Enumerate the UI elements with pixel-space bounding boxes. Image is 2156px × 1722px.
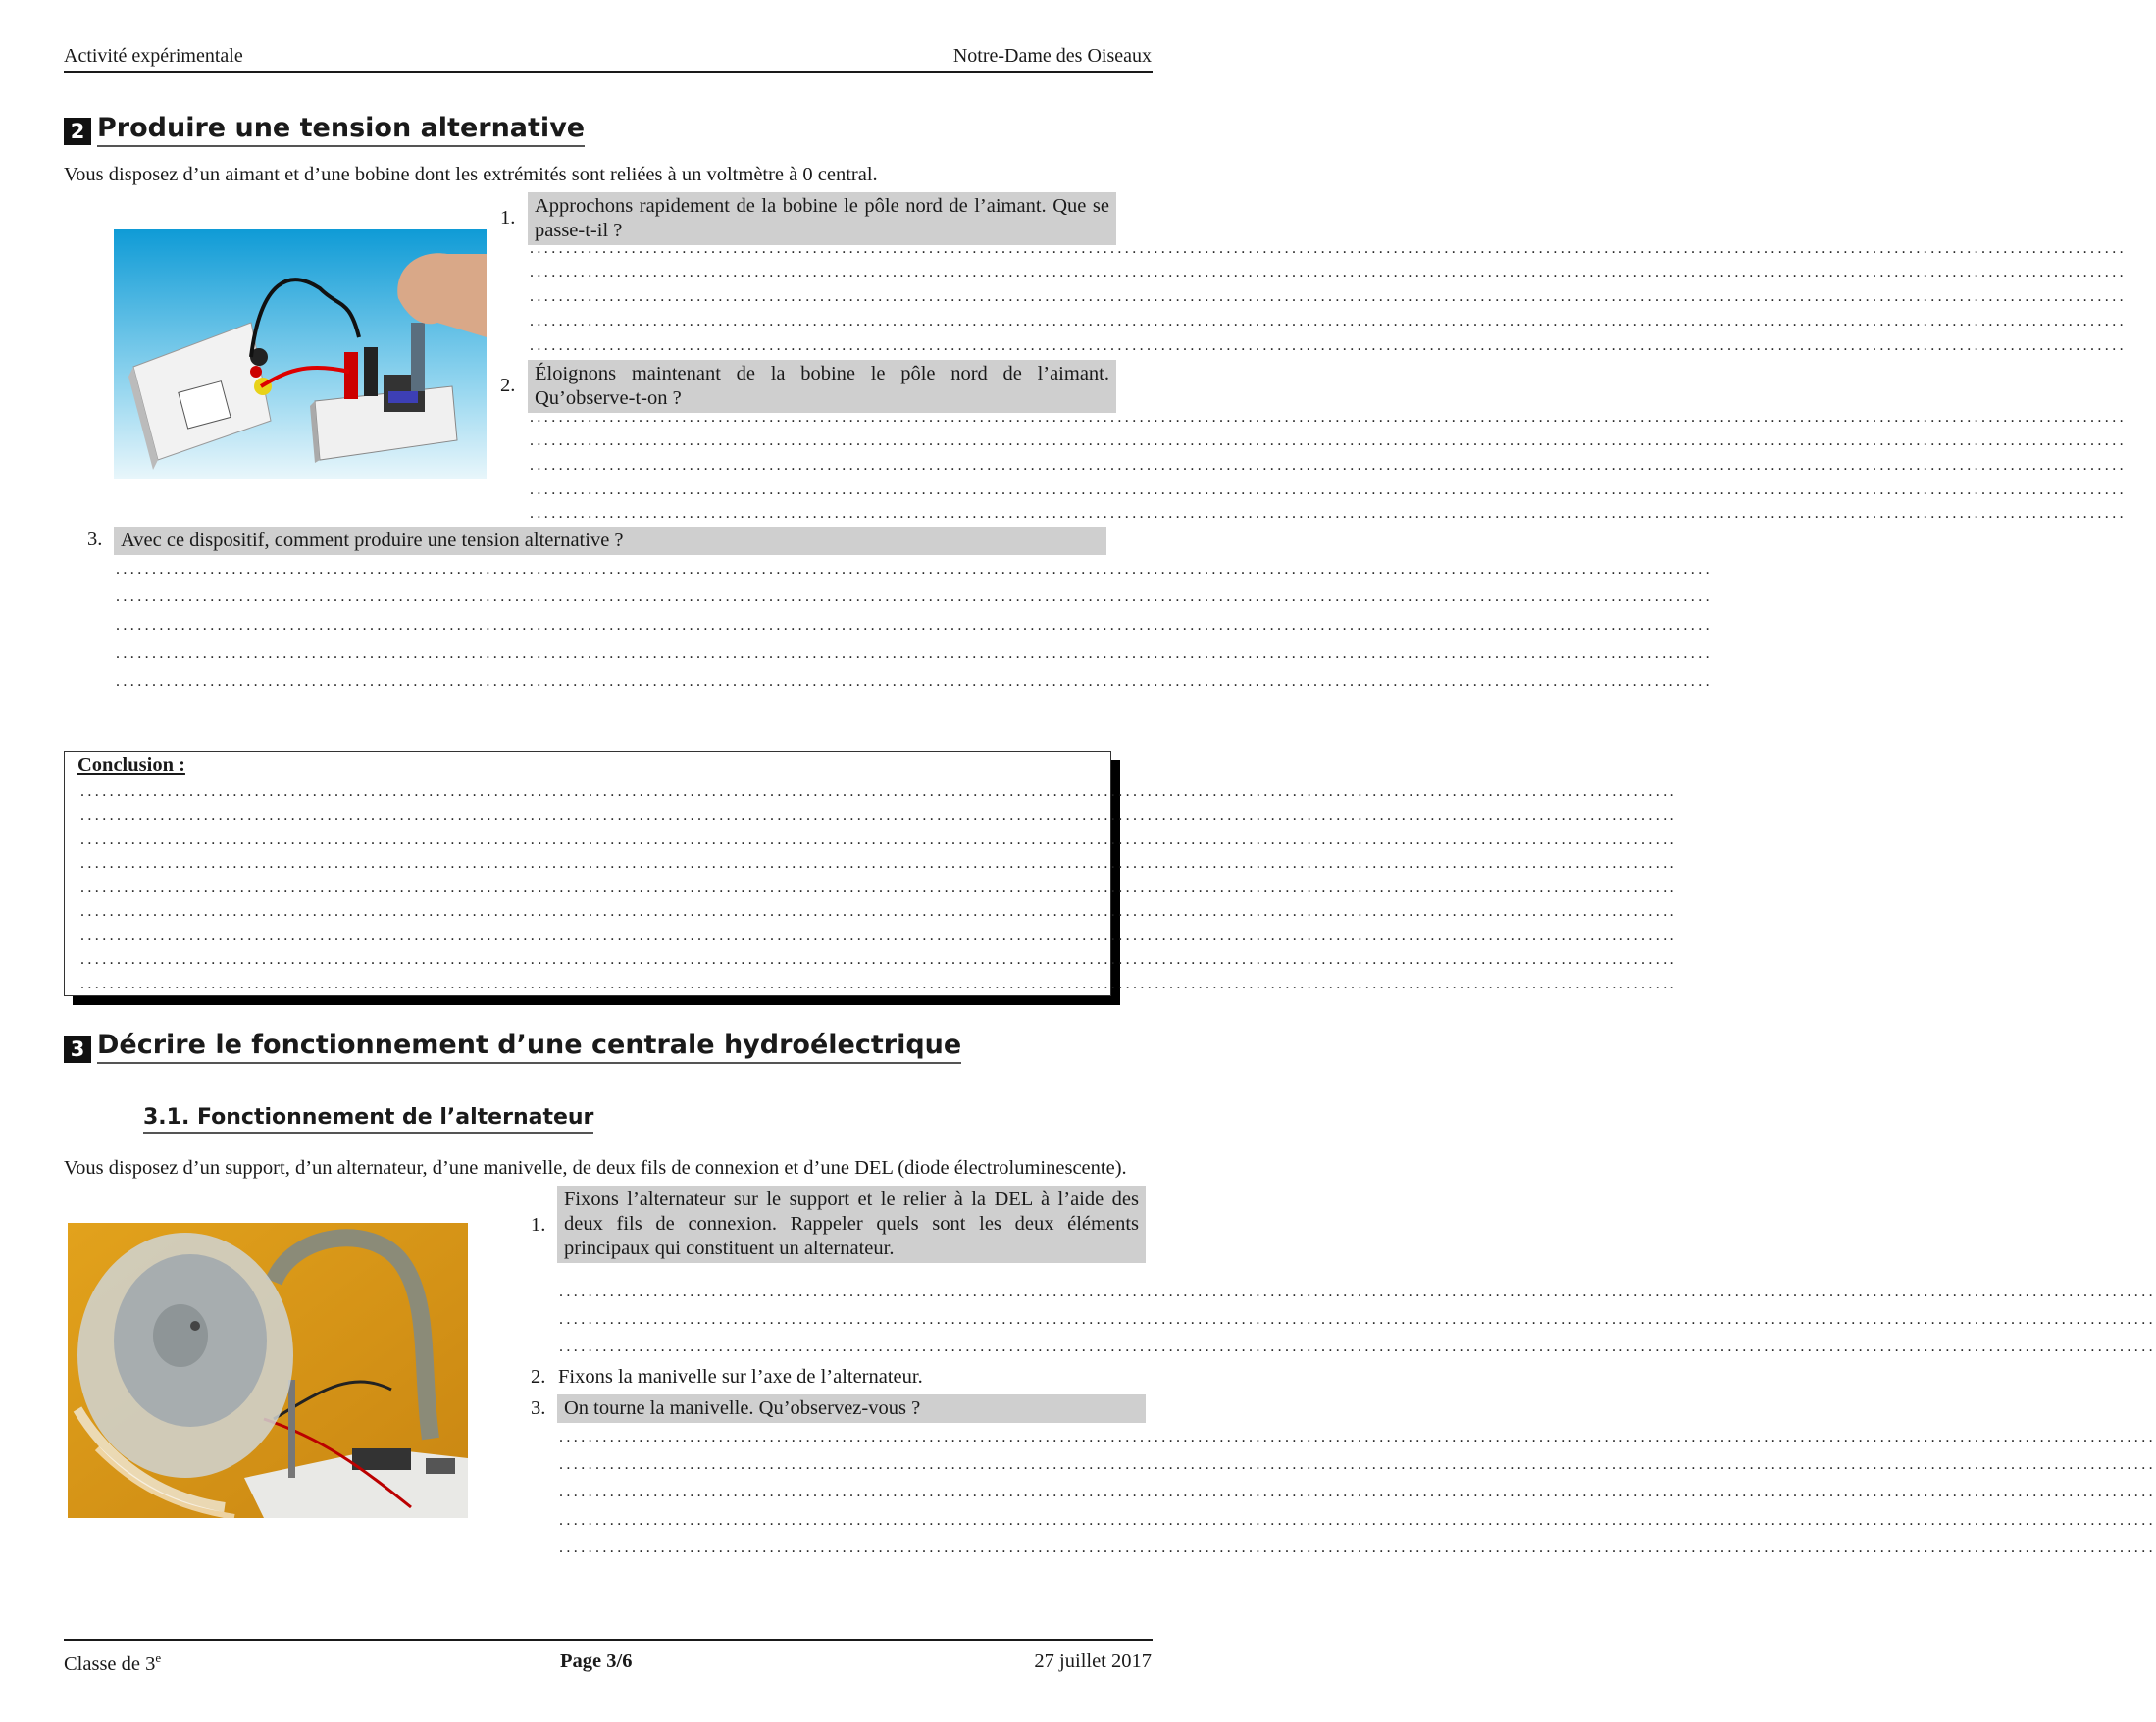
footer-rule: [64, 1639, 1153, 1641]
question-number: 1.: [531, 1214, 546, 1236]
answer-line[interactable]: ............................................................................................................................................................................................................................: [530, 264, 2127, 280]
answer-line[interactable]: ............................................................................................................................................................................................................................: [80, 855, 1677, 872]
question-number: 3.: [87, 529, 103, 550]
section-number: 3: [64, 1036, 91, 1063]
answer-line[interactable]: ............................................................................................................................................................................................................................: [530, 288, 2127, 305]
answer-line[interactable]: ............................................................................................................................................................................................................................: [559, 1484, 2156, 1500]
answer-line[interactable]: ............................................................................................................................................................................................................................: [80, 832, 1677, 848]
answer-line[interactable]: ............................................................................................................................................................................................................................: [116, 617, 1713, 633]
answer-line[interactable]: ............................................................................................................................................................................................................................: [530, 481, 2127, 498]
answer-line[interactable]: ............................................................................................................................................................................................................................: [80, 951, 1677, 968]
answer-line[interactable]: ............................................................................................................................................................................................................................: [80, 807, 1677, 824]
voltmeter-coil-photo: [114, 229, 487, 479]
answer-line[interactable]: ............................................................................................................................................................................................................................: [116, 588, 1713, 605]
answer-line[interactable]: ............................................................................................................................................................................................................................: [80, 928, 1677, 944]
answer-line[interactable]: ............................................................................................................................................................................................................................: [530, 457, 2127, 474]
question-number: 2.: [531, 1366, 546, 1388]
answer-line[interactable]: ............................................................................................................................................................................................................................: [559, 1284, 2156, 1300]
answer-line[interactable]: ............................................................................................................................................................................................................................: [116, 561, 1713, 578]
header-right: Notre-Dame des Oiseaux: [952, 45, 1152, 67]
question-box: Éloignons maintenant de la bobine le pôle nord de l’aimant. Qu’observe-t-on ?: [528, 360, 1116, 413]
answer-line[interactable]: ............................................................................................................................................................................................................................: [559, 1456, 2156, 1473]
question-box: Approchons rapidement de la bobine le pôle nord de l’aimant. Que se passe-t-il ?: [528, 192, 1116, 245]
answer-line[interactable]: ............................................................................................................................................................................................................................: [530, 432, 2127, 449]
answer-line[interactable]: ............................................................................................................................................................................................................................: [80, 903, 1677, 920]
footer-class: Classe de 3: [64, 1652, 156, 1675]
answer-line[interactable]: ............................................................................................................................................................................................................................: [80, 880, 1677, 896]
section-intro: Vous disposez d’un aimant et d’une bobine dont les extrémités sont reliées à un voltmètre à 0 central.: [64, 164, 878, 185]
question-number: 1.: [500, 207, 516, 228]
answer-line[interactable]: ............................................................................................................................................................................................................................: [116, 645, 1713, 662]
question-number: 3.: [531, 1397, 546, 1419]
answer-line[interactable]: ............................................................................................................................................................................................................................: [530, 505, 2127, 522]
section-intro: Vous disposez d’un support, d’un alternateur, d’une manivelle, de deux fils de connexion et d’une DEL (diode électroluminescente).: [64, 1157, 1127, 1179]
page-number: Page 3/6: [560, 1650, 633, 1672]
answer-line[interactable]: ............................................................................................................................................................................................................................: [559, 1339, 2156, 1355]
subsection-title: 3.1. Fonctionnement de l’alternateur: [143, 1105, 593, 1134]
footer-class-sup: e: [155, 1650, 162, 1665]
answer-line[interactable]: ............................................................................................................................................................................................................................: [530, 313, 2127, 329]
answer-line[interactable]: ............................................................................................................................................................................................................................: [559, 1540, 2156, 1556]
answer-line[interactable]: ............................................................................................................................................................................................................................: [559, 1512, 2156, 1529]
answer-line[interactable]: ............................................................................................................................................................................................................................: [116, 674, 1713, 690]
section-title: Produire une tension alternative: [97, 113, 585, 147]
answer-line[interactable]: ............................................................................................................................................................................................................................: [530, 409, 2127, 426]
conclusion-title: Conclusion :: [77, 754, 185, 776]
answer-line[interactable]: ............................................................................................................................................................................................................................: [530, 337, 2127, 354]
footer-date: 27 juillet 2017: [1034, 1650, 1152, 1672]
question-box: Fixons l’alternateur sur le support et le relier à la DEL à l’aide des deux fils de connexion. Rappeler quels sont les deux éléments principaux qui constituent un alternateur.: [557, 1186, 1146, 1263]
question-box: On tourne la manivelle. Qu’observez-vous ?: [557, 1394, 1146, 1423]
question-text: Fixons la manivelle sur l’axe de l’alternateur.: [558, 1366, 923, 1388]
section-title: Décrire le fonctionnement d’une centrale hydroélectrique: [97, 1030, 961, 1064]
answer-line[interactable]: ............................................................................................................................................................................................................................: [80, 784, 1677, 800]
question-number: 2.: [500, 375, 516, 396]
section-number: 2: [64, 118, 91, 145]
answer-line[interactable]: ............................................................................................................................................................................................................................: [530, 240, 2127, 257]
header-left: Activité expérimentale: [64, 45, 243, 67]
alternator-photo: [68, 1223, 468, 1518]
question-box: Avec ce dispositif, comment produire une tension alternative ?: [114, 527, 1106, 555]
answer-line[interactable]: ............................................................................................................................................................................................................................: [559, 1429, 2156, 1445]
answer-line[interactable]: ............................................................................................................................................................................................................................: [80, 976, 1677, 992]
header-rule: [64, 71, 1153, 73]
footer-left: [64, 1650, 161, 1676]
answer-line[interactable]: ............................................................................................................................................................................................................................: [559, 1311, 2156, 1328]
